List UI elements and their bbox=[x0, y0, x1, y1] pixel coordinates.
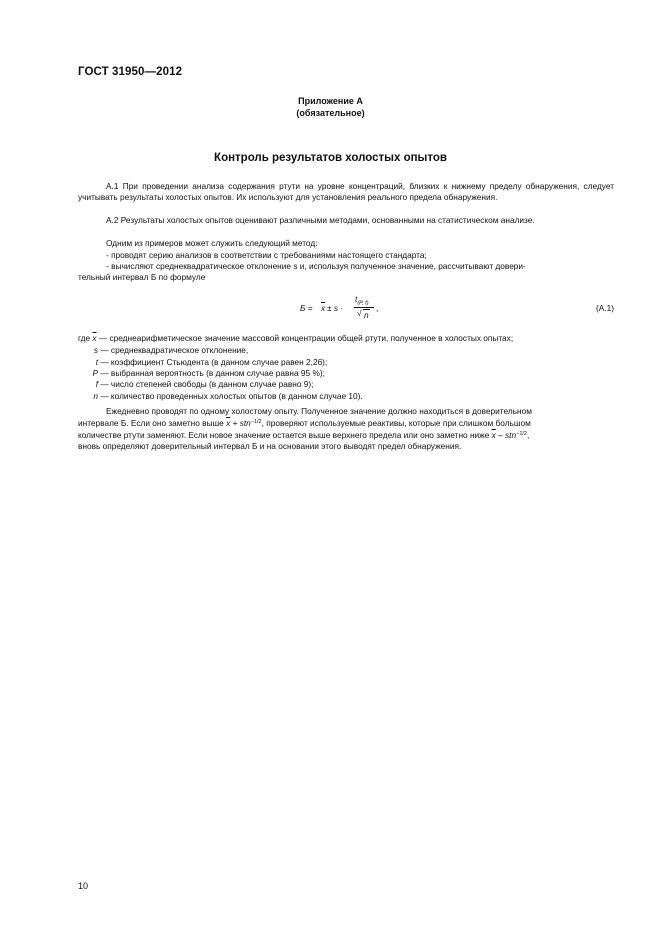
bullet-2-continuation: тельный интервал Б по формуле bbox=[78, 272, 206, 282]
equation-number: (А.1) bbox=[596, 303, 614, 313]
section-title: Контроль результатов холостых опытов bbox=[214, 152, 447, 164]
where-item bbox=[76, 368, 325, 379]
where-symbol: P bbox=[92, 368, 98, 378]
formula-numerator bbox=[355, 294, 369, 307]
page-number: 10 bbox=[78, 881, 89, 891]
formula-a1 bbox=[300, 296, 420, 326]
final-line-2 bbox=[78, 418, 614, 429]
formula-lhs: Б = bbox=[300, 303, 313, 313]
annex-status: (обязательное) bbox=[296, 108, 365, 118]
final-text: интервале Б. Если оно заметно выше bbox=[78, 418, 227, 428]
where-item bbox=[76, 391, 363, 402]
where-xbar-symbol: $\overline{x}$ bbox=[92, 333, 97, 343]
where-item bbox=[76, 357, 327, 368]
where-xbar-text: — среднеарифметическое значение массовой концентрации общей ртути, полученное в холостых опытах; bbox=[98, 333, 514, 343]
where-prefix: где bbox=[78, 333, 91, 343]
xbar-symbol: $\overline{x}$ bbox=[491, 430, 496, 440]
final-exponent: −1/2 bbox=[516, 431, 527, 437]
example-intro: Одним из примеров может служить следующий метод: bbox=[106, 238, 318, 248]
paragraph-a1: А.1 При проведении анализа содержания ртути на уровне концентраций, близких к нижнему пределу обнаружения, следует учитывать результаты холостых опытов. Их используют для установления реального предела обнаружения. bbox=[78, 181, 614, 203]
where-text: — среднеквадратическое отклонение, bbox=[100, 345, 249, 355]
final-text: количестве ртути заменяют. Если новое значение остается выше верхнего предела или оно заметно ниже bbox=[78, 430, 492, 440]
where-text: — коэффициент Стьюдента (в данном случае равен 2,26); bbox=[100, 357, 328, 367]
where-symbol: s bbox=[93, 345, 98, 355]
formula-num-t: t bbox=[355, 294, 358, 304]
where-text: — количество проведенных холостых опытов (в данном случае 10). bbox=[100, 391, 363, 401]
xbar-symbol: $\overline{x}$ bbox=[226, 418, 231, 428]
paragraph-a2: А.2 Результаты холостых опытов оценивают различными методами, основанными на статистическом анализе. bbox=[106, 215, 535, 225]
where-xbar bbox=[78, 333, 513, 344]
final-stn: + stn bbox=[230, 418, 251, 428]
formula-tail: , bbox=[376, 303, 379, 313]
final-line-1: Ежедневно проводят по одному холостому опыту. Полученное значение должно находиться в доверительном bbox=[106, 406, 532, 416]
formula-xbar: $\overline{x}$ bbox=[321, 303, 326, 313]
where-symbol: t bbox=[95, 357, 98, 367]
bullet-2: - вычисляют среднеквадратическое отклонение s и, используя полученное значение, рассчитывают довери- bbox=[106, 261, 526, 271]
bullet-1: - проводят серию анализов в соответствии с требованиями настоящего стандарта; bbox=[106, 250, 427, 260]
annex-title: Приложение А bbox=[298, 96, 363, 106]
where-item bbox=[76, 379, 314, 390]
where-symbol: f bbox=[95, 379, 98, 389]
formula-denominator: n bbox=[364, 310, 369, 320]
final-stn: – stn bbox=[495, 430, 517, 440]
sqrt-icon: √ bbox=[357, 308, 362, 318]
where-text: — число степеней свободы (в данном случае равно 9); bbox=[100, 379, 314, 389]
where-symbol: n bbox=[93, 391, 98, 401]
where-text: — выбранная вероятность (в данном случае равна 95 %); bbox=[100, 368, 325, 378]
final-line-3 bbox=[78, 430, 614, 441]
final-exponent: −1/2 bbox=[250, 419, 262, 425]
document-id: ГОСТ 31950—2012 bbox=[78, 66, 183, 78]
formula-num-sub: (P, f) bbox=[357, 300, 369, 307]
final-text: , проверяют используемые реактивы, которые при слишком большом bbox=[261, 418, 531, 428]
formula-pm: ± s · bbox=[327, 303, 344, 313]
final-line-4: вновь определяют доверительный интервал Б и на основании этого выводят предел обнаружения. bbox=[78, 441, 462, 451]
final-text: , bbox=[526, 430, 530, 440]
where-item bbox=[76, 345, 248, 356]
